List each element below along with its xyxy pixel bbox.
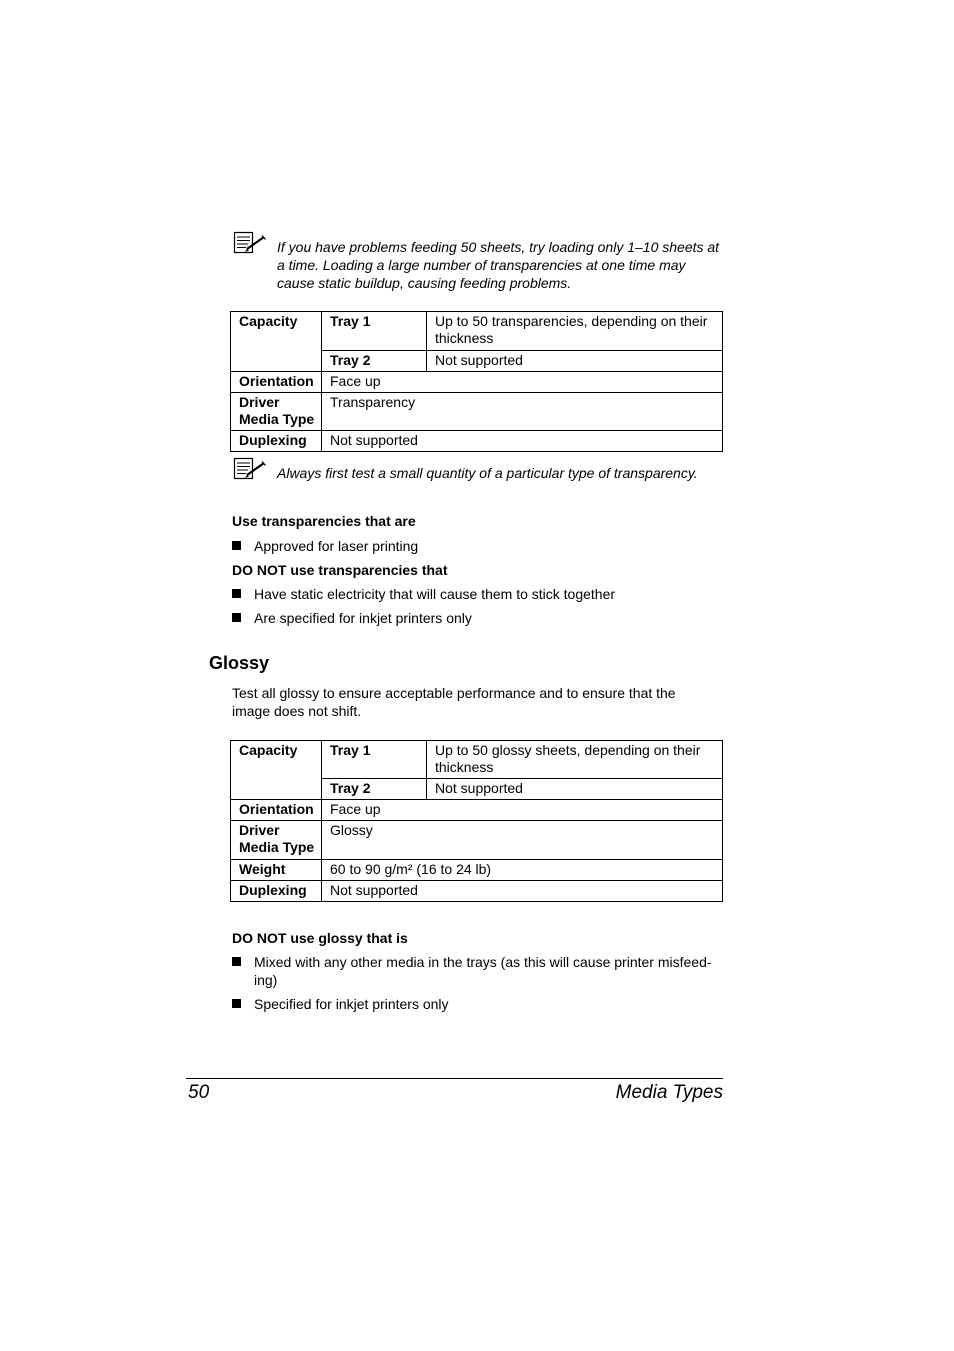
tray2-value: Not supported bbox=[427, 351, 723, 372]
footer-divider bbox=[186, 1078, 723, 1079]
driver-label-line2: Media Type bbox=[239, 839, 315, 855]
bullet-square-icon bbox=[232, 999, 241, 1008]
weight-label: Weight bbox=[231, 860, 322, 881]
driver-label-line2: Media Type bbox=[239, 411, 315, 427]
note-pencil-icon bbox=[233, 231, 267, 255]
bullet-square-icon bbox=[232, 957, 241, 966]
use-transparencies-heading: Use transparencies that are bbox=[232, 513, 416, 529]
driver-label-line1: Driver bbox=[239, 822, 280, 838]
glossy-intro: Test all glossy to ensure acceptable performance and to ensure that the image does not shift. bbox=[232, 685, 676, 719]
bullet-square-icon bbox=[232, 613, 241, 622]
section-title-glossy: Glossy bbox=[209, 653, 270, 673]
driver-media-type-value: Glossy bbox=[322, 821, 723, 860]
bullet-square-icon bbox=[232, 589, 241, 598]
duplexing-label: Duplexing bbox=[231, 881, 322, 902]
driver-media-type-label bbox=[231, 393, 322, 431]
weight-value: 60 to 90 g/m² (16 to 24 lb) bbox=[322, 860, 723, 881]
capacity-label: Capacity bbox=[231, 741, 322, 800]
driver-media-type-value: Transparency bbox=[322, 393, 723, 431]
page-number: 50 bbox=[188, 1082, 210, 1103]
orientation-label: Orientation bbox=[231, 800, 322, 821]
note-text-test: Always first test a small quantity of a particular type of transparency. bbox=[277, 465, 698, 481]
orientation-value: Face up bbox=[322, 800, 723, 821]
tray1-label: Tray 1 bbox=[322, 312, 427, 351]
duplexing-label: Duplexing bbox=[231, 431, 322, 452]
orientation-value: Face up bbox=[322, 372, 723, 393]
note-pencil-icon bbox=[233, 457, 267, 481]
tray1-value: Up to 50 transparencies, depending on their thickness bbox=[427, 312, 723, 351]
driver-label-line1: Driver bbox=[239, 394, 280, 410]
transparency-spec-table bbox=[230, 311, 723, 452]
capacity-label: Capacity bbox=[231, 312, 322, 372]
tray2-value: Not supported bbox=[427, 779, 723, 800]
donot-glossy-heading: DO NOT use glossy that is bbox=[232, 930, 408, 946]
tray1-label: Tray 1 bbox=[322, 741, 427, 779]
note-text-feeding: If you have problems feeding 50 sheets, try loading only 1–10 sheets at a time. Loading a large number of transparencies at one time may cause static buildup, causing feeding problems. bbox=[277, 239, 720, 291]
orientation-label: Orientation bbox=[231, 372, 322, 393]
bullet-square-icon bbox=[232, 541, 241, 550]
tray2-label: Tray 2 bbox=[322, 351, 427, 372]
donot-transparencies-heading: DO NOT use transparencies that bbox=[232, 562, 448, 578]
glossy-spec-table bbox=[230, 740, 723, 902]
duplexing-value: Not supported bbox=[322, 881, 723, 902]
tray2-label: Tray 2 bbox=[322, 779, 427, 800]
driver-media-type-label bbox=[231, 821, 322, 860]
tray1-value: Up to 50 glossy sheets, depending on their thickness bbox=[427, 741, 723, 779]
footer-section-title: Media Types bbox=[615, 1082, 723, 1103]
duplexing-value: Not supported bbox=[322, 431, 723, 452]
